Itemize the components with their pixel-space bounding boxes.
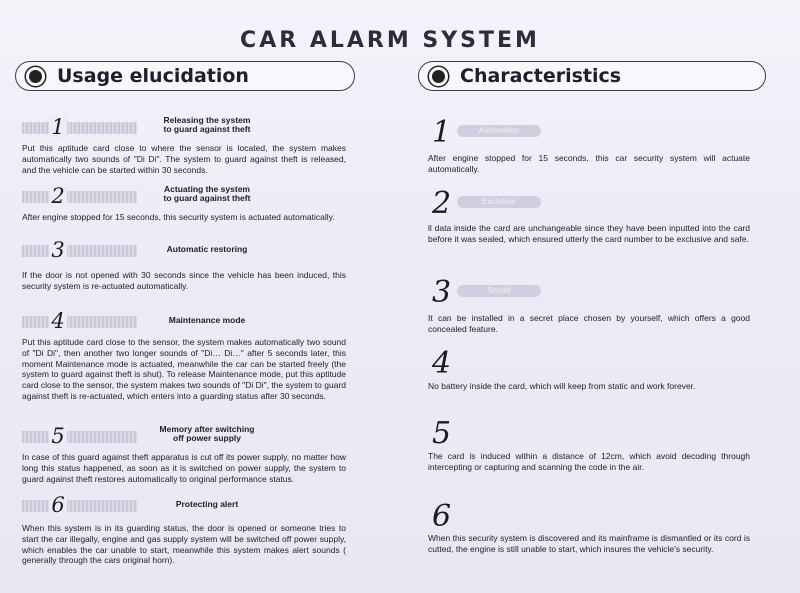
item-text: It can be installed in a secret place chosen by yourself, which offers a good concealed feature. [428, 313, 750, 334]
item-text: After engine stopped for 15 seconds, this car security system will actuate automatically. [428, 153, 750, 174]
item-number: 2 [432, 186, 452, 221]
item-number: 1 [432, 115, 452, 150]
number-bar [22, 191, 137, 203]
page-title: CAR ALARM SYSTEM [240, 28, 540, 53]
characteristics-section-title: Characteristics [460, 65, 622, 87]
item-number: 6 [49, 493, 67, 517]
item-heading: Actuating the system to guard against theft [163, 184, 251, 203]
usage-item [22, 311, 346, 402]
item-text: After engine stopped for 15 seconds, this security system is actuated automatically. [22, 212, 335, 222]
usage-item [22, 240, 346, 292]
item-text: In case of this guard against theft apparatus is cut off its power supply, no matter how long this status happened, as soon as it is switched on power supply, the system to guard against theft restores automatically to original performance status. [22, 452, 346, 484]
item-heading: Memory after switching off power supply [159, 424, 255, 443]
item-tag: Exclusive [457, 196, 541, 208]
usage-item [22, 495, 346, 566]
item-text: The card is induced within a distance of 12cm, which avoid decoding through intercepting or capturing and scanning the code in the air. [428, 451, 750, 472]
item-heading: Automatic restoring [166, 244, 248, 254]
usage-item [22, 426, 346, 484]
item-text: Put this aptitude card close to where the sensor is located, the system makes automatically two sounds of "Di Di". The system to guard against theft is released, and the vehicle can be started within 30 seconds. [22, 143, 346, 175]
number-bar [22, 245, 137, 257]
item-number: 4 [49, 309, 67, 333]
bullet-icon [26, 67, 45, 86]
item-text: No battery inside the card, which will keep from static and work forever. [428, 381, 696, 391]
characteristic-item [428, 499, 750, 559]
item-text: When this security system is discovered and its mainframe is dismantled or its cord is cutted, the engine is still unable to start, which insures the vehicle's security. [428, 533, 750, 554]
characteristic-item [428, 275, 750, 335]
item-number: 3 [49, 238, 67, 262]
number-bar [22, 316, 137, 328]
characteristic-item [428, 115, 750, 175]
characteristic-item [428, 186, 750, 256]
item-number: 6 [432, 499, 452, 534]
usage-section-header [15, 61, 355, 91]
item-text: If the door is not opened with 30 seconds since the vehicle has been induced, this security system is re-actuated automatically. [22, 270, 346, 291]
characteristic-item [428, 416, 750, 476]
item-text: ll data inside the card are unchangeable since they have been inputted into the card before it was sealed, which ensured utterly the card number to be exclusive and safe. [428, 223, 750, 244]
number-bar [22, 500, 137, 512]
item-heading: Releasing the system to guard against theft [163, 115, 251, 134]
usage-item [22, 117, 346, 175]
number-bar [22, 431, 137, 443]
item-number: 4 [432, 346, 452, 381]
characteristics-section-header [418, 61, 766, 91]
usage-section-title: Usage elucidation [57, 65, 249, 87]
item-text: When this system is in its guarding status, the door is opened or someone tries to start the car illegally, engine and gas supply system will be switched off power supply, which enables the car unable to start, meanwhile this system makes alert sounds ( generally through the cars original horn). [22, 523, 346, 566]
item-number: 5 [432, 416, 452, 451]
characteristic-item [428, 346, 750, 396]
item-number: 2 [49, 184, 67, 208]
number-bar [22, 122, 137, 134]
item-number: 5 [49, 424, 67, 448]
item-heading: Maintenance mode [168, 315, 246, 325]
usage-item [22, 186, 346, 223]
item-number: 3 [432, 275, 452, 310]
item-heading: Protecting alert [175, 499, 239, 509]
item-tag: Automation [457, 125, 541, 137]
item-tag: Secret [457, 285, 541, 297]
item-number: 1 [49, 115, 67, 139]
bullet-icon [429, 67, 448, 86]
item-text: Put this aptitude card close to the sensor, the system makes automatically two sound of "Di Di", then another two longer sounds of "Di… Di…" after 5 seconds later, this moment Maintenance mode is actuated, meanwhile the car can be started freely (the system to guard against theft is shut). To release Maintenance mode, put this aptitude card close to the sensor, the system makes two sounds of "Di Di", the system to guard against theft is re-actuated, which enters into a guarding status after 30 seconds. [22, 337, 346, 401]
